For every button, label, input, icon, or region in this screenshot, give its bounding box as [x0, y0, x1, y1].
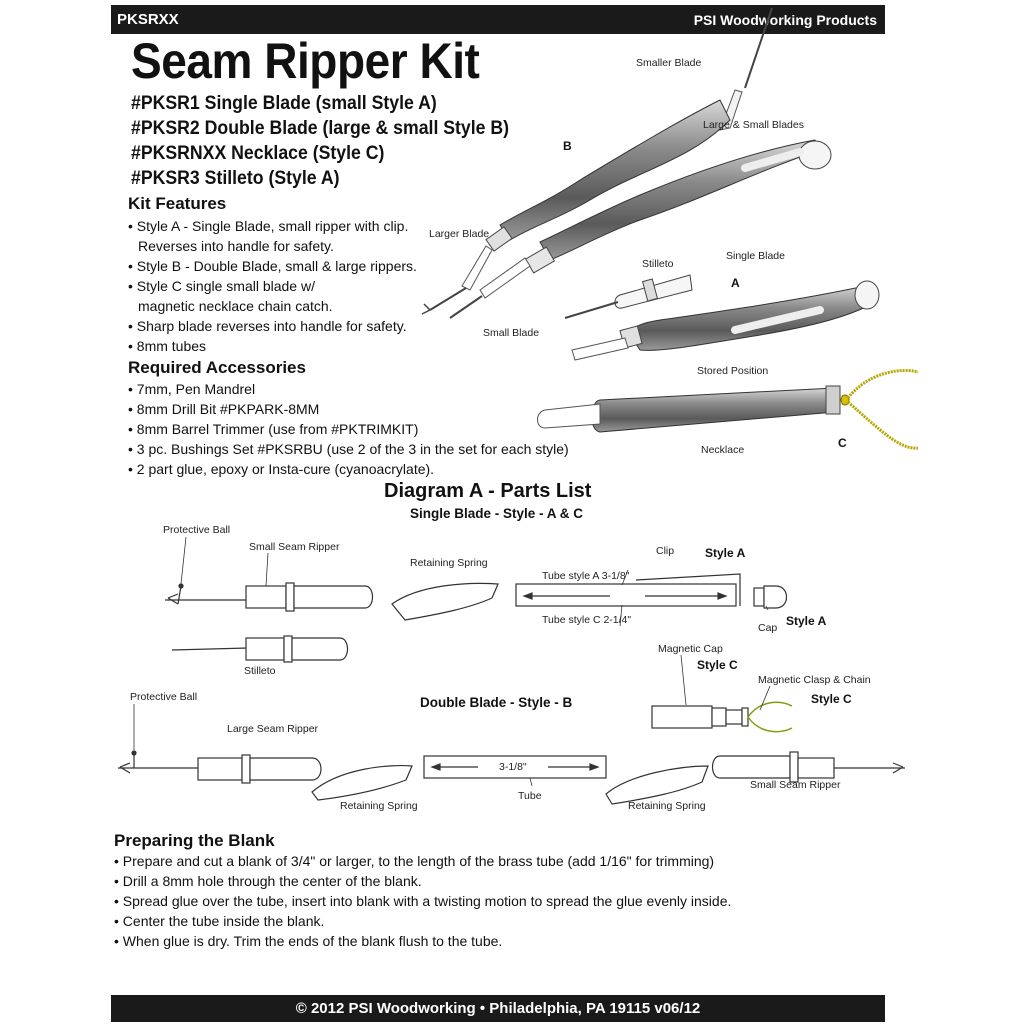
- label-style-a-cap: Style A: [786, 614, 827, 628]
- model-item: #PKSR2 Double Blade (large & small Style B): [131, 118, 510, 139]
- label-style-c: C: [838, 436, 847, 450]
- label-stored-position: Stored Position: [697, 365, 769, 377]
- retaining-spring-drawing: [606, 766, 708, 804]
- feature-item: magnetic necklace chain catch.: [138, 298, 333, 314]
- diagram-subtitle-b: Double Blade - Style - B: [420, 695, 573, 710]
- tube-drawing: [516, 584, 736, 606]
- label-tube: Tube: [518, 790, 542, 802]
- model-item: #PKSR3 Stilleto (Style A): [131, 168, 340, 189]
- label-style-a: A: [731, 276, 740, 290]
- small-seam-ripper-drawing: [165, 583, 373, 611]
- label-retaining-spring: Retaining Spring: [410, 557, 488, 569]
- label-tube-length: 3-1/8": [496, 761, 530, 773]
- cap-drawing: [754, 586, 787, 608]
- label-stilleto: Stilleto: [642, 258, 674, 270]
- feature-item: • Style B - Double Blade, small & large rippers.: [128, 256, 417, 276]
- retaining-spring-drawing: [312, 766, 412, 800]
- style-b-ripper-photo: [422, 8, 772, 314]
- brand-name: PSI Woodworking Products: [693, 12, 877, 28]
- page-title: Seam Ripper Kit: [131, 33, 480, 89]
- step-item: • Drill a 8mm hole through the center of the blank.: [114, 871, 731, 891]
- model-item: #PKSRNXX Necklace (Style C): [131, 143, 385, 164]
- model-item: #PKSR1 Single Blade (small Style A): [131, 93, 437, 114]
- feature-item: • Style C single small blade w/: [128, 276, 417, 296]
- label-style-c-clasp: Style C: [811, 692, 852, 706]
- label-necklace: Necklace: [701, 444, 745, 456]
- product-code: PKSRXX: [117, 11, 179, 28]
- step-item: • Center the tube inside the blank.: [114, 911, 731, 931]
- large-seam-ripper-drawing: [118, 751, 321, 783]
- label-protective-ball: Protective Ball: [163, 524, 231, 536]
- accessories-heading: Required Accessories: [128, 358, 306, 377]
- label-cap: Cap: [758, 622, 778, 634]
- preparing-heading: Preparing the Blank: [114, 831, 275, 850]
- label-retaining-spring-3: Retaining Spring: [628, 800, 706, 812]
- label-style-a-clip: Style A: [705, 546, 746, 560]
- stilleto-photo: [565, 275, 692, 318]
- accessory-item: • 2 part glue, epoxy or Insta-cure (cyanoacrylate).: [128, 459, 569, 479]
- feature-item: • 8mm tubes: [128, 336, 417, 356]
- magnetic-cap-drawing: [652, 702, 792, 731]
- step-item: • Prepare and cut a blank of 3/4" or larger, to the length of the brass tube (add 1/16" for trimming): [114, 851, 731, 871]
- accessory-item: • 3 pc. Bushings Set #PKSRBU (use 2 of the 3 in the set for each style): [128, 439, 569, 459]
- label-magnetic-clasp: Magnetic Clasp & Chain: [758, 674, 871, 686]
- label-style-b: B: [563, 139, 572, 153]
- step-item: • Spread glue over the tube, insert into blank with a twisting motion to spread the glue evenly inside.: [114, 891, 731, 911]
- feature-item: Reverses into handle for safety.: [138, 238, 334, 254]
- accessory-item: • 8mm Barrel Trimmer (use from #PKTRIMKIT): [128, 419, 569, 439]
- footer-bar: © 2012 PSI Woodworking • Philadelphia, PA 19115 v06/12: [111, 995, 885, 1022]
- accessory-item: • 8mm Drill Bit #PKPARK-8MM: [128, 399, 569, 419]
- diagram-subtitle-ac: Single Blade - Style - A & C: [410, 506, 584, 521]
- stilleto-drawing: [172, 636, 348, 662]
- label-small-blade: Small Blade: [483, 327, 540, 339]
- label-clip: Clip: [656, 545, 675, 557]
- accessory-item: • 7mm, Pen Mandrel: [128, 379, 569, 399]
- label-large-small-blades: Large & Small Blades: [703, 119, 804, 131]
- diagram-title: Diagram A - Parts List: [384, 480, 592, 502]
- label-larger-blade: Larger Blade: [429, 228, 490, 240]
- label-tube-style-a: Tube style A 3-1/8": [542, 570, 630, 582]
- label-stilleto-diagram: Stilleto: [244, 665, 276, 677]
- necklace-photo: [538, 370, 919, 448]
- label-small-seam-ripper: Small Seam Ripper: [249, 541, 340, 553]
- label-single-blade: Single Blade: [726, 250, 785, 262]
- label-protective-ball-2: Protective Ball: [130, 691, 198, 703]
- step-item: • When glue is dry. Trim the ends of the blank flush to the tube.: [114, 931, 731, 951]
- feature-item: • Style A - Single Blade, small ripper with clip.: [128, 216, 417, 236]
- preparing-list: [114, 851, 731, 951]
- style-a-ripper-photo: [572, 281, 879, 360]
- kit-features-heading: Kit Features: [128, 194, 227, 213]
- label-magnetic-cap: Magnetic Cap: [658, 643, 723, 655]
- label-large-seam-ripper: Large Seam Ripper: [227, 723, 319, 735]
- label-retaining-spring-2: Retaining Spring: [340, 800, 418, 812]
- retaining-spring-drawing: [392, 583, 498, 620]
- label-tube-style-c: Tube style C 2-1/4": [542, 614, 632, 626]
- feature-item: • Sharp blade reverses into handle for safety.: [128, 316, 417, 336]
- label-small-seam-ripper-2: Small Seam Ripper: [750, 779, 841, 791]
- label-smaller-blade: Smaller Blade: [636, 57, 702, 69]
- small-seam-ripper-drawing: [713, 752, 906, 782]
- label-style-c-cap: Style C: [697, 658, 738, 672]
